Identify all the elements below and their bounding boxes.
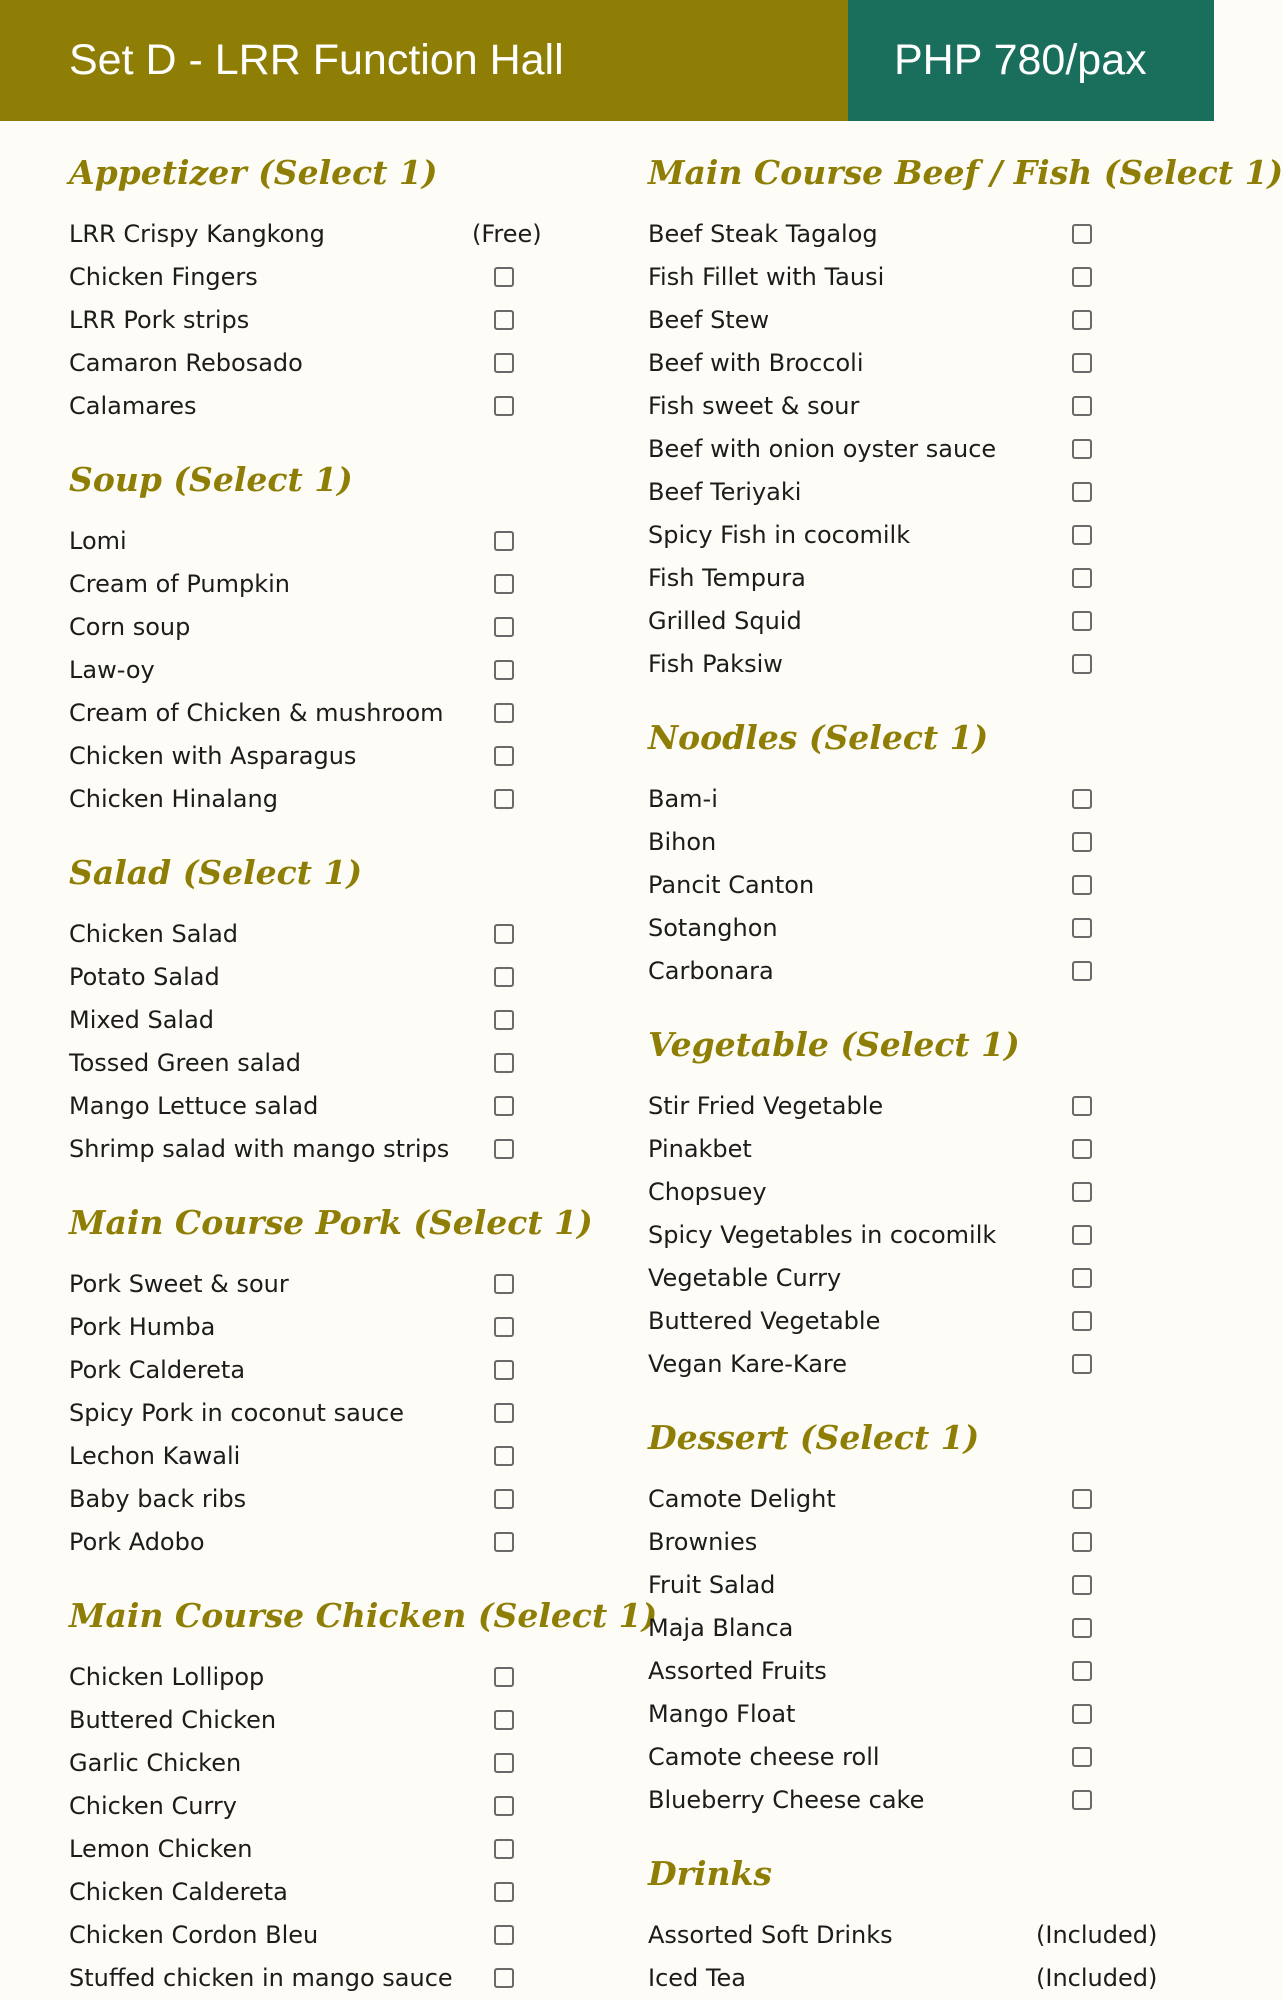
menu-item-label: Grilled Squid	[648, 607, 802, 635]
menu-item[interactable]	[648, 907, 1148, 950]
title-bar	[0, 0, 848, 121]
menu-item[interactable]	[648, 342, 1148, 385]
menu-item-label: Pork Adobo	[69, 1528, 205, 1556]
menu-item-note: (Free)	[472, 220, 542, 248]
section-title: Noodles (Select 1)	[648, 718, 989, 757]
menu-item-label: Fish Paksiw	[648, 650, 783, 678]
menu-item[interactable]	[648, 1607, 1148, 1650]
menu-section-noodles-select-1	[648, 712, 1148, 993]
menu-item[interactable]	[69, 563, 549, 606]
menu-section-main-course-chicken-select-1	[69, 1590, 658, 2000]
menu-item[interactable]	[648, 1478, 1148, 1521]
left-column	[69, 121, 658, 2000]
menu-item[interactable]	[648, 428, 1148, 471]
select-checkbox[interactable]	[494, 396, 514, 416]
select-checkbox[interactable]	[494, 1667, 514, 1687]
menu-item[interactable]	[648, 1085, 1148, 1128]
select-checkbox[interactable]	[1072, 611, 1092, 631]
header	[0, 0, 1214, 121]
select-checkbox[interactable]	[494, 1925, 514, 1945]
select-checkbox[interactable]	[1072, 1182, 1092, 1202]
menu-item[interactable]	[69, 692, 549, 735]
menu-item-label: Mixed Salad	[69, 1006, 215, 1034]
menu-item[interactable]	[69, 1306, 549, 1349]
select-checkbox[interactable]	[1072, 439, 1092, 459]
menu-item-label: Mango Lettuce salad	[69, 1092, 319, 1120]
menu-item-label: Carbonara	[648, 957, 774, 985]
menu-item-label: Iced Tea	[648, 1964, 746, 1992]
menu-item[interactable]	[648, 1128, 1148, 1171]
select-checkbox[interactable]	[1072, 1225, 1092, 1245]
price-label: PHP 780/pax	[894, 36, 1147, 84]
menu-item-label: Chicken with Asparagus	[69, 742, 357, 770]
menu-item-label: Chicken Salad	[69, 920, 239, 948]
select-checkbox[interactable]	[1072, 1489, 1092, 1509]
section-title: Main Course Beef / Fish (Select 1)	[648, 153, 1283, 192]
select-checkbox[interactable]	[1072, 267, 1092, 287]
section-title: Main Course Pork (Select 1)	[69, 1203, 593, 1242]
section-title: Drinks	[648, 1854, 772, 1893]
menu-item[interactable]	[648, 385, 1148, 428]
section-title: Vegetable (Select 1)	[648, 1025, 1020, 1064]
menu-item[interactable]	[648, 778, 1148, 821]
menu-item[interactable]	[69, 1656, 549, 1699]
menu-item-label: Chicken Caldereta	[69, 1878, 288, 1906]
menu-item-label: Beef with Broccoli	[648, 349, 864, 377]
select-checkbox[interactable]	[494, 1360, 514, 1380]
menu-item	[69, 213, 549, 256]
menu-item-label: Stuffed chicken in mango sauce	[69, 1964, 453, 1992]
menu-item[interactable]	[69, 606, 549, 649]
menu-item[interactable]	[648, 1779, 1148, 1822]
menu-item[interactable]	[69, 1914, 549, 1957]
select-checkbox[interactable]	[494, 617, 514, 637]
menu-item[interactable]	[69, 1392, 549, 1435]
menu-item[interactable]	[648, 299, 1148, 342]
select-checkbox[interactable]	[1072, 1704, 1092, 1724]
menu-item-label: Fish Tempura	[648, 564, 806, 592]
menu-item-label: Camote cheese roll	[648, 1743, 880, 1771]
select-checkbox[interactable]	[494, 1489, 514, 1509]
menu-item-label: Shrimp salad with mango strips	[69, 1135, 450, 1163]
menu-item-label: Fruit Salad	[648, 1571, 776, 1599]
menu-item-label: Pork Caldereta	[69, 1356, 246, 1384]
menu-item	[648, 1957, 1158, 2000]
menu-item-label: Beef Teriyaki	[648, 478, 802, 506]
select-checkbox[interactable]	[1072, 353, 1092, 373]
menu-item-note: (Included)	[1036, 1921, 1158, 1949]
menu-item-label: Camote Delight	[648, 1485, 836, 1513]
menu-item-label: Spicy Pork in coconut sauce	[69, 1399, 404, 1427]
select-checkbox[interactable]	[1072, 1311, 1092, 1331]
select-checkbox[interactable]	[1072, 789, 1092, 809]
menu-item[interactable]	[69, 256, 549, 299]
select-checkbox[interactable]	[1072, 1575, 1092, 1595]
menu-item-label: Chicken Fingers	[69, 263, 258, 291]
select-checkbox[interactable]	[1072, 1747, 1092, 1767]
menu-item[interactable]	[648, 643, 1148, 686]
menu-item[interactable]	[69, 1828, 549, 1871]
menu-item-label: Spicy Fish in cocomilk	[648, 521, 911, 549]
menu-item[interactable]	[69, 385, 549, 428]
select-checkbox[interactable]	[494, 574, 514, 594]
menu-section-appetizer-select-1	[69, 147, 549, 428]
menu-item[interactable]	[69, 1785, 549, 1828]
section-title: Soup (Select 1)	[69, 460, 353, 499]
menu-item[interactable]	[648, 600, 1148, 643]
menu-item[interactable]	[69, 649, 549, 692]
menu-item-label: Pork Sweet & sour	[69, 1270, 289, 1298]
menu-item[interactable]	[648, 950, 1148, 993]
menu-item[interactable]	[648, 1343, 1148, 1386]
price-bar	[848, 0, 1214, 121]
menu-item[interactable]	[69, 299, 549, 342]
menu-item-label: Cream of Pumpkin	[69, 570, 290, 598]
menu-item[interactable]	[648, 1736, 1148, 1779]
menu-section-main-course-pork-select-1	[69, 1197, 593, 1564]
select-checkbox[interactable]	[494, 1317, 514, 1337]
select-checkbox[interactable]	[1072, 654, 1092, 674]
select-checkbox[interactable]	[1072, 918, 1092, 938]
select-checkbox[interactable]	[1072, 1139, 1092, 1159]
menu-item[interactable]	[648, 864, 1148, 907]
menu-item-label: Lomi	[69, 527, 127, 555]
menu-item-label: Chicken Lollipop	[69, 1663, 265, 1691]
menu-item[interactable]	[69, 520, 549, 563]
menu-item[interactable]	[69, 913, 549, 956]
select-checkbox[interactable]	[1072, 961, 1092, 981]
select-checkbox[interactable]	[1072, 832, 1092, 852]
menu-item-label: Pancit Canton	[648, 871, 815, 899]
menu-item-label: Assorted Soft Drinks	[648, 1921, 893, 1949]
select-checkbox[interactable]	[494, 746, 514, 766]
menu-item[interactable]	[69, 1263, 549, 1306]
menu-item[interactable]	[69, 778, 549, 821]
menu-item[interactable]	[69, 1042, 549, 1085]
select-checkbox[interactable]	[494, 1968, 514, 1988]
menu-item-label: Garlic Chicken	[69, 1749, 242, 1777]
select-checkbox[interactable]	[494, 1403, 514, 1423]
menu-item-label: Assorted Fruits	[648, 1657, 827, 1685]
select-checkbox[interactable]	[494, 1882, 514, 1902]
menu-item[interactable]	[648, 1214, 1148, 1257]
select-checkbox[interactable]	[1072, 224, 1092, 244]
menu-item-label: Pinakbet	[648, 1135, 752, 1163]
menu-item[interactable]	[648, 1564, 1148, 1607]
select-checkbox[interactable]	[494, 967, 514, 987]
menu-item[interactable]	[648, 1300, 1148, 1343]
menu-item-label: Bihon	[648, 828, 717, 856]
menu-item[interactable]	[69, 1349, 549, 1392]
select-checkbox[interactable]	[494, 1796, 514, 1816]
menu-item-label: Blueberry Cheese cake	[648, 1786, 925, 1814]
menu-section-salad-select-1	[69, 847, 549, 1171]
menu-item[interactable]	[648, 1521, 1148, 1564]
menu-item[interactable]	[648, 557, 1148, 600]
select-checkbox[interactable]	[1072, 1790, 1092, 1810]
right-column	[648, 121, 1283, 2000]
select-checkbox[interactable]	[494, 1139, 514, 1159]
select-checkbox[interactable]	[1072, 396, 1092, 416]
menu-item[interactable]	[648, 213, 1148, 256]
page-title: Set D - LRR Function Hall	[69, 36, 564, 84]
menu-item-label: Tossed Green salad	[69, 1049, 302, 1077]
menu-item[interactable]	[69, 1085, 549, 1128]
menu-item-label: Beef Stew	[648, 306, 770, 334]
select-checkbox[interactable]	[494, 1839, 514, 1859]
menu-item	[648, 1914, 1158, 1957]
menu-item-label: Fish Fillet with Tausi	[648, 263, 885, 291]
menu-item[interactable]	[69, 956, 549, 999]
menu-item-label: Buttered Vegetable	[648, 1307, 881, 1335]
select-checkbox[interactable]	[494, 267, 514, 287]
menu-item[interactable]	[69, 1521, 549, 1564]
menu-item-label: Chopsuey	[648, 1178, 767, 1206]
menu-item-label: Fish sweet & sour	[648, 392, 860, 420]
select-checkbox[interactable]	[494, 1274, 514, 1294]
select-checkbox[interactable]	[494, 660, 514, 680]
menu-item-label: Mango Float	[648, 1700, 796, 1728]
menu-item[interactable]	[648, 256, 1148, 299]
menu-item[interactable]	[69, 735, 549, 778]
select-checkbox[interactable]	[494, 310, 514, 330]
select-checkbox[interactable]	[1072, 1532, 1092, 1552]
select-checkbox[interactable]	[494, 1532, 514, 1552]
menu-item-label: Beef Steak Tagalog	[648, 220, 878, 248]
menu-item-label: Pork Humba	[69, 1313, 216, 1341]
menu-item-label: Sotanghon	[648, 914, 778, 942]
menu-item-label: Chicken Curry	[69, 1792, 237, 1820]
select-checkbox[interactable]	[494, 1010, 514, 1030]
select-checkbox[interactable]	[1072, 1354, 1092, 1374]
menu-item-label: Spicy Vegetables in cocomilk	[648, 1221, 997, 1249]
section-title: Salad (Select 1)	[69, 853, 363, 892]
menu-item-label: Vegetable Curry	[648, 1264, 842, 1292]
menu-item-label: Law-oy	[69, 656, 155, 684]
menu-item[interactable]	[648, 1171, 1148, 1214]
menu-section-drinks	[648, 1848, 1158, 2000]
select-checkbox[interactable]	[494, 531, 514, 551]
select-checkbox[interactable]	[1072, 1268, 1092, 1288]
menu-item[interactable]	[69, 342, 549, 385]
menu-section-vegetable-select-1	[648, 1019, 1148, 1386]
menu-item-label: Cream of Chicken & mushroom	[69, 699, 444, 727]
menu-item-label: Maja Blanca	[648, 1614, 794, 1642]
select-checkbox[interactable]	[494, 353, 514, 373]
menu-item-label: Lemon Chicken	[69, 1835, 253, 1863]
menu-item-label: Lechon Kawali	[69, 1442, 241, 1470]
menu-item-label: Brownies	[648, 1528, 758, 1556]
select-checkbox[interactable]	[1072, 1661, 1092, 1681]
menu-item[interactable]	[69, 1435, 549, 1478]
select-checkbox[interactable]	[494, 1053, 514, 1073]
select-checkbox[interactable]	[1072, 1096, 1092, 1116]
menu-item-label: LRR Pork strips	[69, 306, 250, 334]
menu-item-label: Camaron Rebosado	[69, 349, 303, 377]
menu-item[interactable]	[648, 1257, 1148, 1300]
menu-section-main-course-beef-fish-select-1	[648, 147, 1283, 686]
select-checkbox[interactable]	[494, 1710, 514, 1730]
menu-item[interactable]	[648, 1650, 1148, 1693]
select-checkbox[interactable]	[494, 703, 514, 723]
menu-item-label: Corn soup	[69, 613, 191, 641]
select-checkbox[interactable]	[494, 924, 514, 944]
menu-item[interactable]	[648, 821, 1148, 864]
select-checkbox[interactable]	[1072, 525, 1092, 545]
select-checkbox[interactable]	[1072, 875, 1092, 895]
menu-item[interactable]	[648, 514, 1148, 557]
select-checkbox[interactable]	[1072, 1618, 1092, 1638]
menu-item-label: Baby back ribs	[69, 1485, 247, 1513]
menu-item-label: Potato Salad	[69, 963, 220, 991]
menu-item[interactable]	[69, 1742, 549, 1785]
menu-item-label: Chicken Hinalang	[69, 785, 278, 813]
select-checkbox[interactable]	[1072, 482, 1092, 502]
select-checkbox[interactable]	[494, 789, 514, 809]
menu-item[interactable]	[69, 1957, 549, 2000]
menu-item-label: Calamares	[69, 392, 197, 420]
menu-item[interactable]	[69, 1699, 549, 1742]
section-title: Appetizer (Select 1)	[69, 153, 438, 192]
section-title: Dessert (Select 1)	[648, 1418, 980, 1457]
menu-item-label: Buttered Chicken	[69, 1706, 277, 1734]
menu-item-label: Stir Fried Vegetable	[648, 1092, 884, 1120]
menu-item-label: Beef with onion oyster sauce	[648, 435, 997, 463]
menu-item[interactable]	[69, 1871, 549, 1914]
menu-item[interactable]	[69, 999, 549, 1042]
menu-item-label: Chicken Cordon Bleu	[69, 1921, 319, 1949]
select-checkbox[interactable]	[1072, 310, 1092, 330]
menu-item-label: LRR Crispy Kangkong	[69, 220, 325, 248]
menu-item-label: Vegan Kare-Kare	[648, 1350, 848, 1378]
menu-item-note: (Included)	[1036, 1964, 1158, 1992]
select-checkbox[interactable]	[494, 1753, 514, 1773]
menu-item[interactable]	[648, 471, 1148, 514]
menu-item-label: Bam-i	[648, 785, 718, 813]
menu-section-dessert-select-1	[648, 1412, 1148, 1822]
select-checkbox[interactable]	[494, 1446, 514, 1466]
select-checkbox[interactable]	[1072, 568, 1092, 588]
menu-item[interactable]	[648, 1693, 1148, 1736]
menu-section-soup-select-1	[69, 454, 549, 821]
menu-item[interactable]	[69, 1478, 549, 1521]
section-title: Main Course Chicken (Select 1)	[69, 1596, 658, 1635]
menu-item[interactable]	[69, 1128, 549, 1171]
select-checkbox[interactable]	[494, 1096, 514, 1116]
